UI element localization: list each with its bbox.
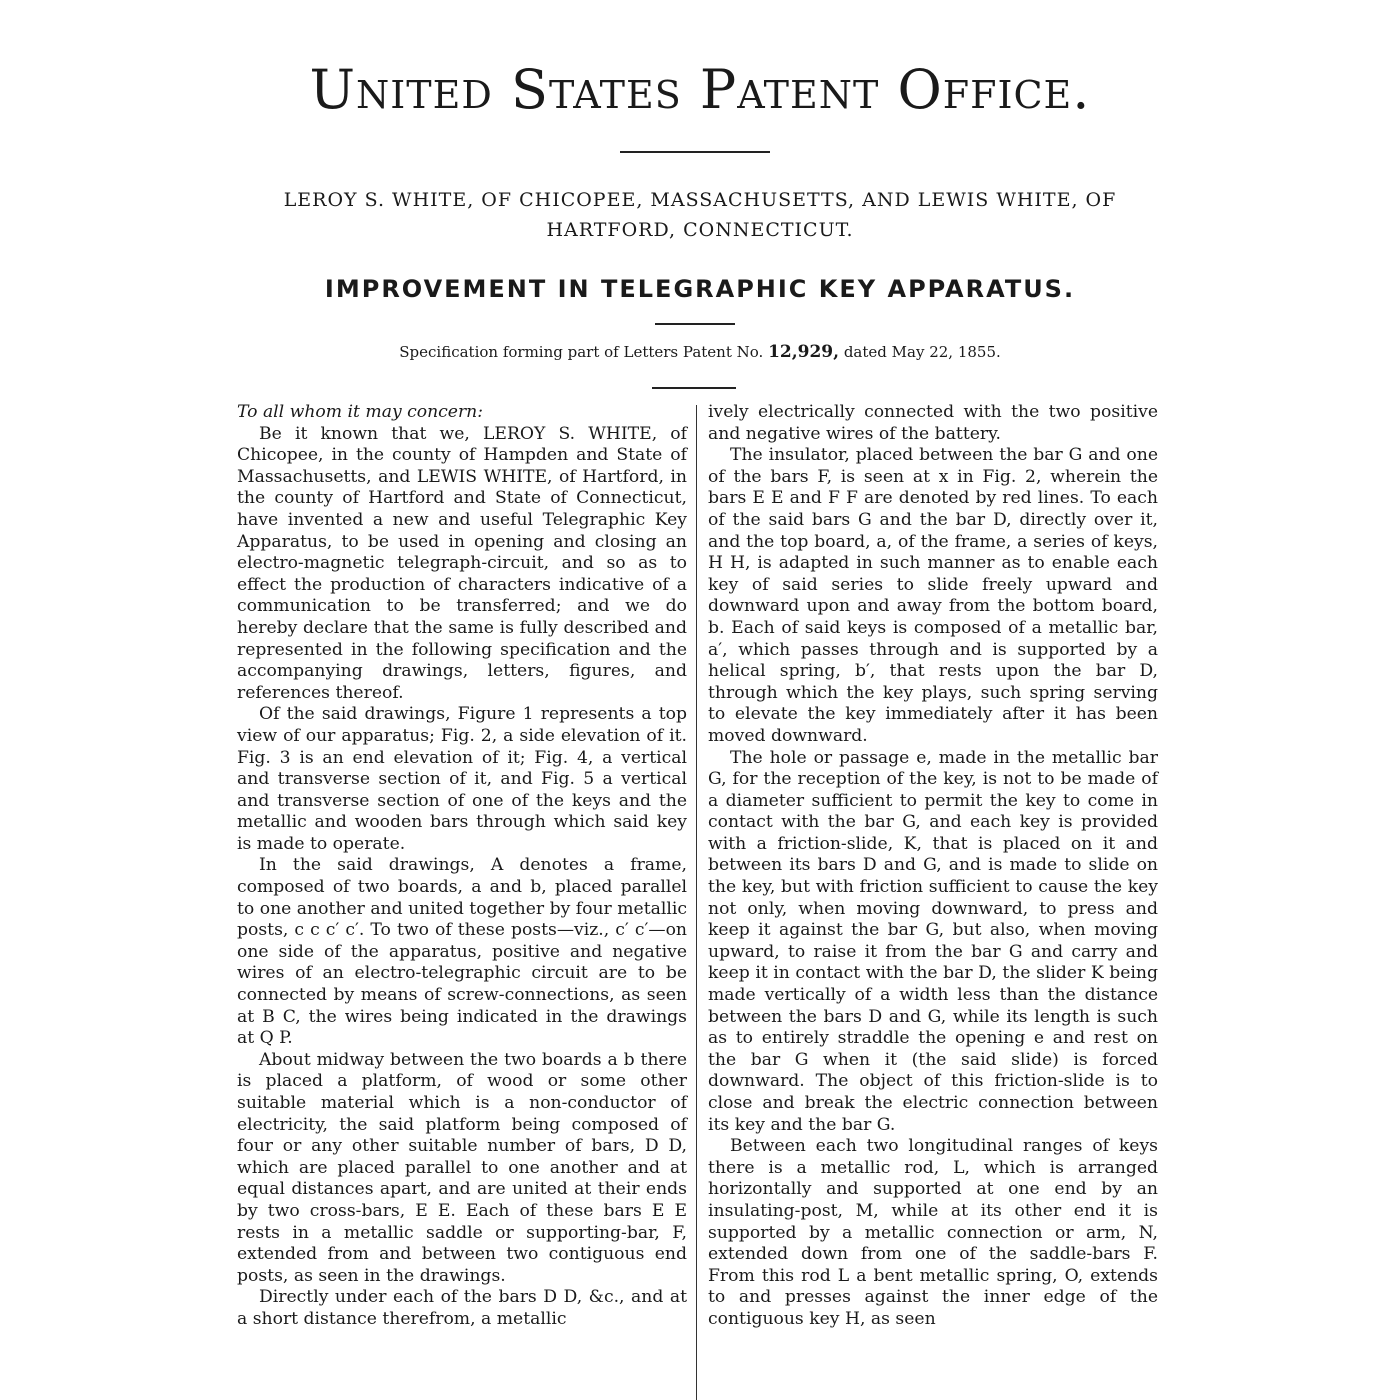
paragraph: Between each two longitudinal ranges of keys there is a metallic rod, L, which is arranged horizontally and supported at one end by an insulating-post, M, while at its other end it is supported by a metallic connection or arm, N, extended down from one of the saddle-bars F. From this rod L a bent metallic spring, O, extends to and presses against the inner edge of the contiguous key H, as seen bbox=[708, 1136, 1158, 1329]
spec-prefix: Specification forming part of Letters Patent No. bbox=[399, 343, 764, 361]
paragraph: In the said drawings, A denotes a frame, composed of two boards, a and b, placed parallel to one another and united together by four metallic posts, c c c′ c′. To two of these posts—viz., c′ c′—on one side of the apparatus, positive and negative wires of an electro-telegraphic circuit are to be connected by means of screw-connections, as seen at B C, the wires being indicated in the drawings at Q P. bbox=[237, 855, 687, 1049]
paragraph: Directly under each of the bars D D, &c., and at a short distance therefrom, a metallic bbox=[237, 1287, 687, 1329]
spec-divider bbox=[652, 387, 736, 389]
column-divider bbox=[696, 405, 697, 1400]
inventors-block bbox=[220, 185, 1180, 245]
spec-date: dated May 22, 1855. bbox=[843, 343, 1001, 361]
patent-number: 12,929, bbox=[768, 342, 840, 362]
invention-title-divider bbox=[655, 323, 735, 325]
paragraph: Be it known that we, LEROY S. WHITE, of Chicopee, in the county of Hampden and State of Massachusetts, and LEWIS WHITE, of Hartford, in the county of Hartford and State of Connecticut, have invented a new and useful Telegraphic Key Apparatus, to be used in opening and closing an electro-magnetic telegraph-circuit, and so as to effect the production of characters indicative of a communication to be transferred; and we do hereby declare that the same is fully described and represented in the following specification and the accompanying drawings, letters, figures, and references thereof. bbox=[237, 423, 687, 703]
title-divider bbox=[620, 151, 770, 153]
right-column bbox=[708, 402, 1158, 1331]
paragraph: Of the said drawings, Figure 1 represents a top view of our apparatus; Fig. 2, a side elevation of it. Fig. 3 is an end elevation of it; Fig. 4, a vertical and transverse section of it, and Fig. 5 a vertical and transverse section of one of the keys and the metallic and wooden bars through which said key is made to operate. bbox=[237, 704, 687, 854]
specification-line bbox=[0, 342, 1400, 362]
paragraph: The hole or passage e, made in the metallic bar G, for the reception of the key, is not to be made of a diameter sufficient to permit the key to come in contact with the bar G, and each key is provided with a friction-slide, K, that is placed on it and between its bars D and G, and is made to slide on the key, but with friction sufficient to cause the key not only, when moving downward, to press and keep it against the bar G, but also, when moving upward, to raise it from the bar G and carry and keep it in contact with the bar D, the slider K being made vertically of a width less than the distance between the bars D and G, while its length is such as to entirely straddle the opening e and rest on the bar G when it (the said slide) is forced downward. The object of this friction-slide is to close and break the electric connection between its key and the bar G. bbox=[708, 747, 1158, 1135]
paragraph: About midway between the two boards a b there is placed a platform, of wood or some other suitable material which is a non-conductor of electricity, the said platform being composed of four or any other suitable number of bars, D D, which are placed parallel to one another and at equal distances apart, and are united at their ends by two cross-bars, E E. Each of these bars E E rests in a metallic saddle or supporting-bar, F, extended from and between two contiguous end posts, as seen in the drawings. bbox=[237, 1049, 687, 1286]
inventors-line-1: LEROY S. WHITE, OF CHICOPEE, MASSACHUSETTS, AND LEWIS WHITE, OF bbox=[283, 189, 1117, 211]
page-title: United States Patent Office. bbox=[309, 58, 1091, 121]
invention-title: IMPROVEMENT IN TELEGRAPHIC KEY APPARATUS. bbox=[324, 275, 1076, 303]
left-column bbox=[237, 402, 687, 1331]
paragraph: The insulator, placed between the bar G and one of the bars F, is seen at x in Fig. 2, wherein the bars E E and F F are denoted by red lines. To each of the said bars G and the bar D, directly over it, and the top board, a, of the frame, a series of keys, H H, is adapted in such manner as to enable each key of said series to slide freely upward and downward upon and away from the bottom board, b. Each of said keys is composed of a metallic bar, a′, which passes through and is supported by a helical spring, b′, that rests upon the bar D, through which the key plays, such spring serving to elevate the key immediately after it has been moved downward. bbox=[708, 445, 1158, 746]
paragraph-continued: ively electrically connected with the two positive and negative wires of the battery. bbox=[708, 402, 1158, 444]
salutation: To all whom it may concern: bbox=[237, 402, 484, 422]
inventors-line-2: HARTFORD, CONNECTICUT. bbox=[546, 219, 854, 241]
